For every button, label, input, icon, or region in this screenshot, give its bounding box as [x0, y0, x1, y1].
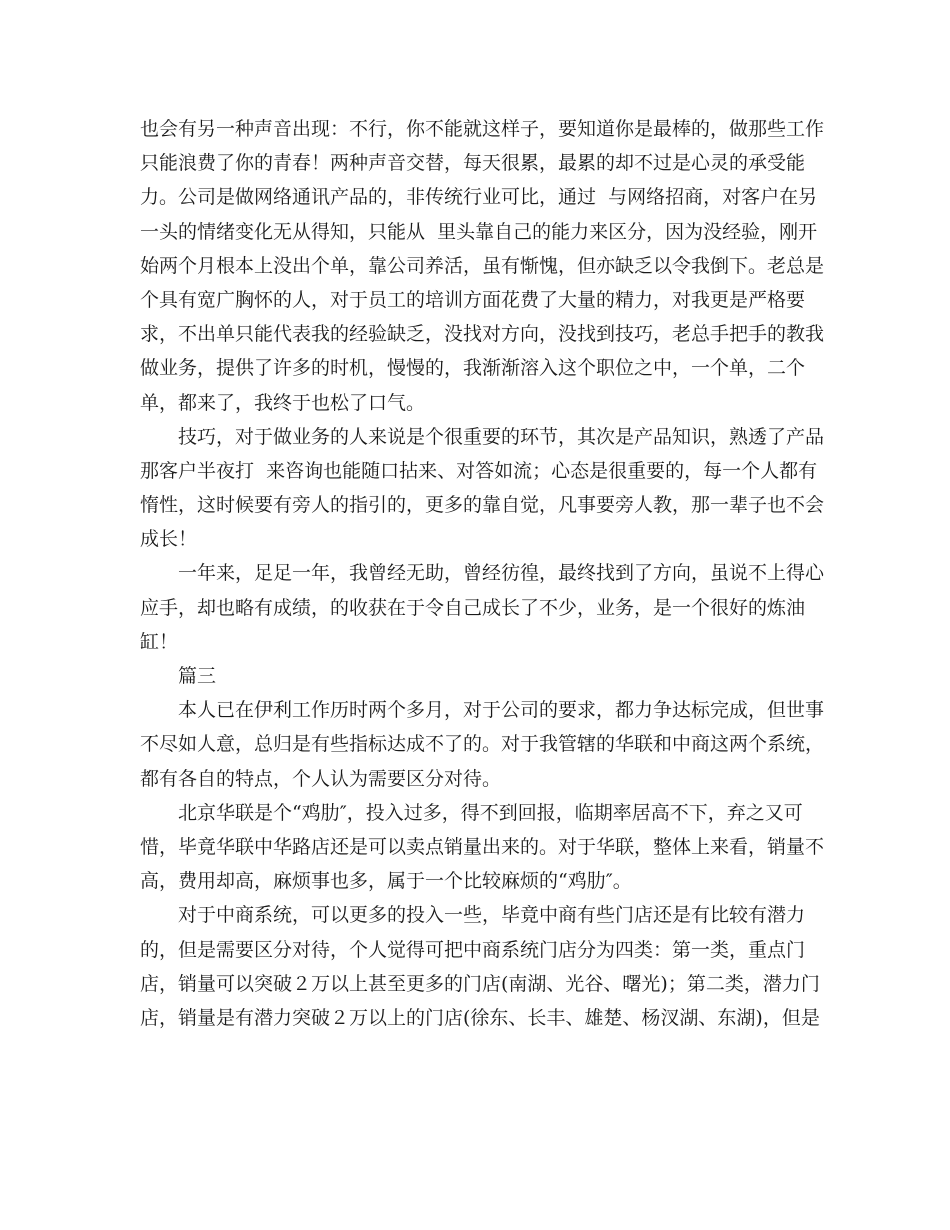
text-line: 只能浪费了你的青春！两种声音交替，每天很累，最累的却不过是心灵的承受能: [140, 152, 806, 175]
text-line: 单，都来了，我终于也松了口气。: [140, 391, 426, 414]
paragraph-start-line: 对于中商系统，可以更多的投入一些，毕竟中商有些门店还是有比较有潜力: [178, 904, 806, 927]
section-heading: 篇三: [178, 665, 217, 687]
text-line: 店，销量可以突破２万以上甚至更多的门店(南湖、光谷、曙光)；第二类，潜力门: [140, 972, 820, 995]
paragraph-start-line: 北京华联是个“鸡肋″，投入过多，得不到回报，临期率居高不下，弃之又可: [178, 801, 803, 824]
paragraph-start-line: 本人已在伊利工作历时两个多月，对于公司的要求，都力争达标完成，但世事: [178, 699, 825, 722]
text-line: 成长！: [140, 528, 198, 551]
document-body: [140, 112, 825, 1035]
text-line: 都有各自的特点，个人认为需要区分对待。: [140, 767, 502, 790]
text-line: 高，费用却高，麻烦事也多，属于一个比较麻烦的“鸡肋″。: [140, 870, 632, 893]
text-line: 不尽如人意，总归是有些指标达成不了的。对于我管辖的华联和中商这两个系统，: [140, 733, 825, 756]
paragraph-start-line: 技巧，对于做业务的人来说是个很重要的环节，其次是产品知识，熟透了产品: [178, 425, 825, 448]
text-line: 个具有宽广胸怀的人，对于员工的培训方面花费了大量的精力，对我更是严格要: [140, 288, 806, 311]
text-line: 惰性，这时候要有旁人的指引的，更多的靠自觉，凡事要旁人教，那一辈子也不会: [140, 494, 825, 517]
text-line: 始两个月根本上没出个单，靠公司养活，虽有惭愧，但亦缺乏以令我倒下。老总是: [140, 254, 825, 277]
text-line: 也会有另一种声音出现：不行，你不能就这样子，要知道你是最棒的，做那些工作: [140, 118, 825, 140]
text-line: 一头的情绪变化无从得知，只能从 里头靠自己的能力来区分，因为没经验，刚开: [140, 220, 818, 243]
text-line: 做业务，提供了许多的时机，慢慢的，我渐渐溶入这个职位之中，一个单，二个: [140, 357, 806, 380]
text-line: 那客户半夜打 来咨询也能随口拈来、对答如流；心态是很重要的，每一个人都有: [140, 459, 818, 482]
text-line: 店，销量是有潜力突破２万以上的门店(徐东、长丰、雄楚、杨汊湖、东湖)，但是: [140, 1006, 820, 1029]
text-line: 的，但是需要区分对待，个人觉得可把中商系统门店分为四类：第一类，重点门: [140, 938, 806, 961]
text-line: 应手，却也略有成绩，的收获在于令自己成长了不少，业务，是一个很好的炼油: [140, 596, 806, 619]
text-line: 求，不出单只能代表我的经验缺乏，没找对方向，没找到技巧，老总手把手的教我: [140, 323, 825, 346]
text-line: 惜，毕竟华联中华路店还是可以卖点销量出来的。对于华联，整体上来看，销量不: [140, 835, 825, 858]
paragraph-start-line: 一年来，足足一年，我曾经无助，曾经彷徨，最终找到了方向，虽说不上得心: [178, 562, 825, 585]
text-line: 力。公司是做网络通讯产品的，非传统行业可比，通过 与网络招商，对客户在另: [140, 186, 818, 209]
text-line: 缸！: [140, 630, 179, 653]
